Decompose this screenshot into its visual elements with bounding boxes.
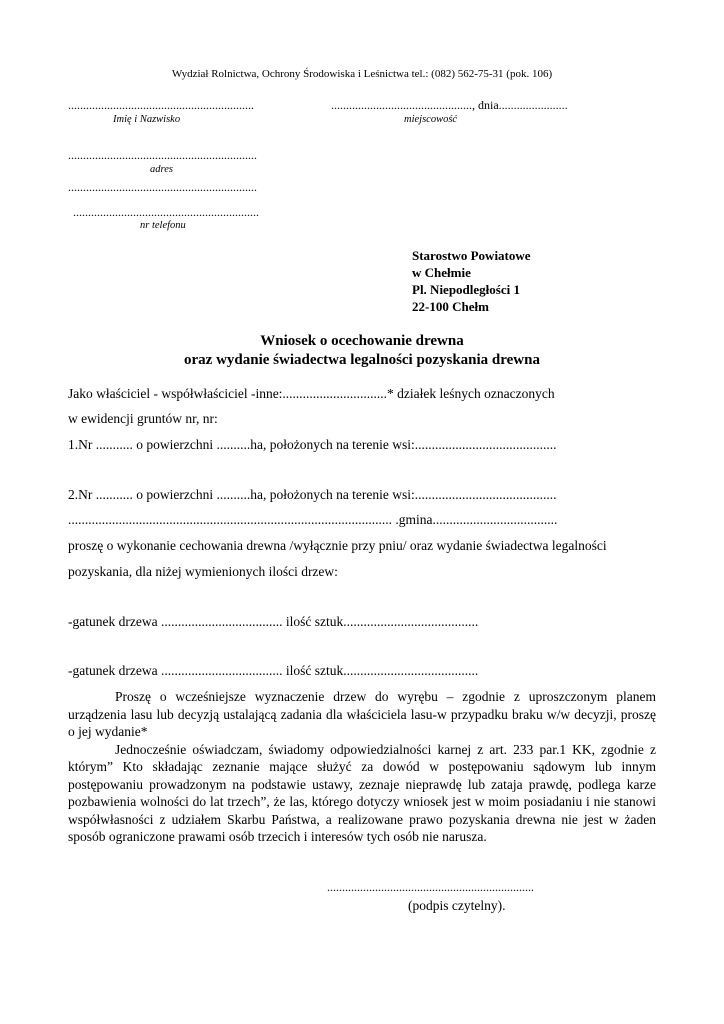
statement-paragraphs	[68, 688, 656, 846]
designation-request-paragraph: Proszę o wcześniejsze wyznaczenie drzew do wyrębu – zgodnie z uproszczonym planem urządzenia lasu lub decyzją ustalającą zadania dla właściciela lasu-w przypadku braku w/w decyzji, proszę o jej wydanie*	[68, 689, 656, 739]
recipient-line-2: w Chełmie	[412, 265, 471, 280]
request-line-1: proszę o wykonanie cechowania drewna /wyłącznie przy pniu/ oraz wydanie świadectwa legalności	[68, 538, 607, 553]
recipient-line-3: Pl. Niepodległości 1	[412, 282, 520, 297]
request-line-2: pozyskania, dla niżej wymienionych ilości drzew:	[68, 564, 338, 579]
address-field-line-1[interactable]: ...............................................................	[68, 148, 257, 162]
address-field-line-2[interactable]: ...............................................................	[68, 180, 257, 194]
place-caption: miejscowość	[404, 114, 458, 125]
plot-1-line: 1.Nr ........... o powierzchni ..........ha, położonych na terenie wsi:..........................................	[68, 437, 557, 452]
tree-species-line-1: -gatunek drzewa .................................... ilość sztuk........................................	[68, 614, 479, 629]
gmina-line: ................................................................................................ .gmina.....................................	[68, 512, 558, 527]
declaration-paragraph: Jednocześnie oświadczam, świadomy odpowiedzialności karnej z art. 233 par.1 KK, zgodnie z którym” Kto składając zeznanie mające służyć za dowód w postępowaniu sądowym lub innym postępowaniu prowadzonym na podstawie ustawy, zeznaje nieprawdę lub zataja prawdę, podlega karze pozbawienia wolności do lat trzech”, że las, którego dotyczy wniosek jest w moim posiadaniu i nie stanowi współwłasności z udziałem Skarbu Państwa, a realizowane prawo pozyskania drewna nie jest w żaden sposób ograniczone prawami osób trzecich i interesów tych osób nie narusza.	[68, 741, 656, 844]
address-caption: adres	[150, 164, 173, 175]
document-title-line-2: oraz wydanie świadectwa legalności pozyskania drewna	[184, 352, 540, 368]
owner-line: Jako właściciel - współwłaściciel -inne:...............................* działek leśnych oznaczonych	[68, 386, 555, 401]
signature-caption: (podpis czytelny).	[408, 898, 506, 913]
document-title-line-1: Wniosek o ocechowanie drewna	[260, 333, 464, 349]
office-header: Wydział Rolnictwa, Ochrony Środowiska i Leśnictwa tel.: (082) 562-75-31 (pok. 106)	[171, 68, 553, 80]
plot-2-line: 2.Nr ........... o powierzchni ..........ha, położonych na terenie wsi:..........................................	[68, 487, 557, 502]
tree-species-line-2: -gatunek drzewa .................................... ilość sztuk........................................	[68, 663, 479, 678]
recipient-line-4: 22-100 Chełm	[412, 299, 489, 314]
phone-field-line[interactable]: ..............................................................	[73, 205, 259, 219]
land-register-line: w ewidencji gruntów nr, nr:	[68, 411, 218, 426]
signature-field-line[interactable]: .....................................................................	[327, 880, 534, 894]
recipient-address	[412, 247, 531, 315]
recipient-line-1: Starostwo Powiatowe	[412, 248, 531, 263]
name-field-line[interactable]: ..............................................................	[68, 98, 254, 112]
place-date-field-line[interactable]: ..............................................., dnia.......................	[331, 98, 568, 112]
name-caption: Imię i Nazwisko	[113, 114, 181, 125]
phone-caption: nr telefonu	[140, 220, 186, 231]
